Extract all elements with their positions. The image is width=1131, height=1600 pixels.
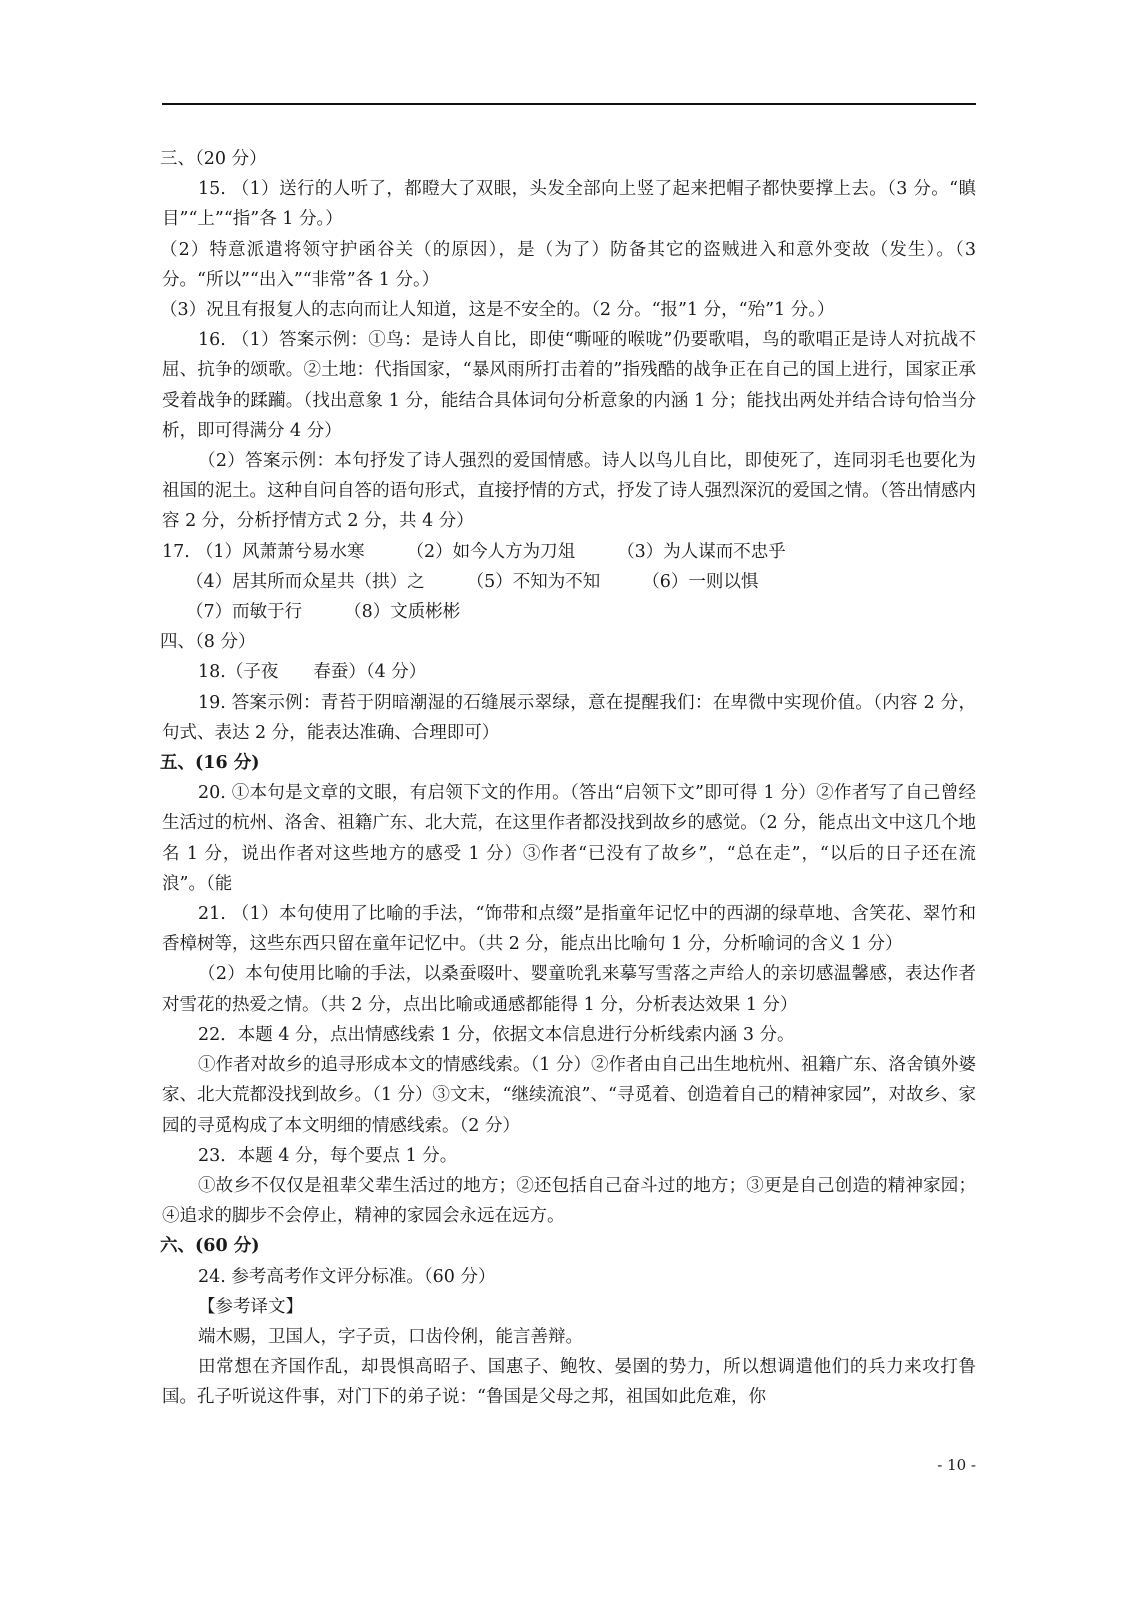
q18-answer: 18.（子夜 春蚕）（4 分）: [198, 662, 427, 683]
q17-answer-3: （3）为人谋而不忠乎: [617, 541, 786, 562]
q17-row3: [162, 597, 976, 627]
q15-part3: （3）况且有报复人的志向而让人知道，这是不安全的。（2 分。“报”1 分，“殆”1 分。）: [160, 300, 835, 321]
translation-title: 【参考译文】: [198, 1296, 303, 1317]
q15-part1: 15. （1）送行的人听了，都瞪大了双眼，头发全部向上竖了起来把帽子都快要撑上去。（3 分。“瞋目”“上”“指”各 1 分。）: [162, 179, 976, 230]
header-rule: [162, 103, 976, 105]
q17-row2: [162, 567, 976, 597]
q16-part1: 16. （1）答案示例：①鸟：是诗人自比，即使“嘶哑的喉咙”仍要歌唱，鸟的歌唱正是诗人对抗战不屈、抗争的颂歌。②土地：代指国家，“暴风雨所打击着的”指残酷的战争正在自己的国上进行，国家正承受着战争的蹂躏。（找出意象 1 分，能结合具体词句分析意象的内涵 1 分；能找出两处并结合诗句恰当分析，即可得满分 4 分）: [162, 330, 976, 441]
q17-row1: [162, 537, 976, 567]
q19-answer: 19. 答案示例：青苔于阴暗潮湿的石缝展示翠绿，意在提醒我们：在卑微中实现价值。（内容 2 分，句式、表达 2 分，能表达准确、合理即可）: [162, 692, 976, 743]
q17-answer-2: （2）如今人方为刀俎: [406, 541, 576, 562]
q17-answer-7: （7）而敏于行: [186, 602, 303, 623]
q23-intro: 23．本题 4 分，每个要点 1 分。: [198, 1145, 458, 1166]
translation-para-1: 端木赐，卫国人，字子贡，口齿伶俐，能言善辩。: [198, 1326, 583, 1347]
q21-part1: 21. （1）本句使用了比喻的手法，“饰带和点缀”是指童年记忆中的西湖的绿草地、含笑花、翠竹和香樟树等，这些东西只留在童年记忆中。（共 2 分，能点出比喻句 1 分，分析喻词的含义 1 分）: [162, 904, 976, 955]
q17-answer-1: （1）风萧萧兮易水寒: [195, 541, 365, 562]
section-heading-3: 三、（20 分）: [160, 149, 267, 169]
q24-answer: 24. 参考高考作文评分标准。（60 分）: [198, 1266, 496, 1287]
answer-key-body: [162, 144, 976, 1413]
section-heading-4: 四、（8 分）: [160, 632, 256, 653]
q23-detail: ①故乡不仅仅是祖辈父辈生活过的地方；②还包括自己奋斗过的地方；③更是自己创造的精神家园；④追求的脚步不会停止，精神的家园会永远在远方。: [162, 1175, 976, 1227]
q16-part2: （2）答案示例：本句抒发了诗人强烈的爱国情感。诗人以鸟儿自比，即使死了，连同羽毛也要化为祖国的泥土。这种自问自答的语句形式，直接抒情的方式，抒发了诗人强烈深沉的爱国之情。（答出情感内容 2 分，分析抒情方式 2 分，共 4 分）: [162, 451, 976, 532]
section-heading-5: 五、(16 分): [160, 753, 260, 774]
q17-answer-4: （4）居其所而众星共（拱）之: [186, 571, 425, 592]
q17-number: 17.: [162, 541, 190, 562]
translation-para-2: 田常想在齐国作乱，却畏惧高昭子、国惠子、鲍牧、晏圉的势力，所以想调遣他们的兵力来攻打鲁国。孔子听说这件事，对门下的弟子说：“鲁国是父母之邦，祖国如此危难，你: [162, 1357, 976, 1408]
q15-part2: （2）特意派遣将领守护函谷关（的原因），是（为了）防备其它的盗贼进入和意外变故（发生）。（3 分。“所以”“出入”“非常”各 1 分。）: [160, 239, 976, 290]
q22-detail: ①作者对故乡的追寻形成本文的情感线索。（1 分）②作者由自己出生地杭州、祖籍广东、洛舍镇外婆家、北大荒都没找到故乡。（1 分）③文末，“继续流浪”、“寻觅着、创造着自己的精神家园”，对故乡、家园的寻觅构成了本文明细的情感线索。（2 分）: [162, 1055, 976, 1136]
q22-intro: 22．本题 4 分，点出情感线索 1 分，依据文本信息进行分析线索内涵 3 分。: [198, 1024, 795, 1045]
section-heading-6: 六、(60 分): [160, 1236, 260, 1257]
q17-answer-5: （5）不知为不知: [466, 571, 601, 592]
q21-part2: （2）本句使用比喻的手法，以桑蚕啜叶、婴童吮乳来摹写雪落之声给人的亲切感温馨感，表达作者对雪花的热爱之情。（共 2 分，点出比喻或通感都能得 1 分，分析表达效果 1 分）: [162, 964, 976, 1015]
page-number: - 10 -: [937, 1456, 976, 1474]
q17-answer-8: （8）文质彬彬: [344, 602, 461, 623]
q20-answer: 20. ①本句是文章的文眼，有启领下文的作用。（答出“启领下文”即可得 1 分）②作者写了自己曾经生活过的杭州、洛舍、祖籍广东、北大荒，在这里作者都没找到故乡的感觉。（2 分，能点出文中这几个地名 1 分，说出作者对这些地方的感受 1 分）③作者“已没有了故乡”，“总在走”，“以后的日子还在流浪”。（能: [162, 783, 976, 894]
q17-answer-6: （6）一则以惧: [642, 571, 759, 592]
